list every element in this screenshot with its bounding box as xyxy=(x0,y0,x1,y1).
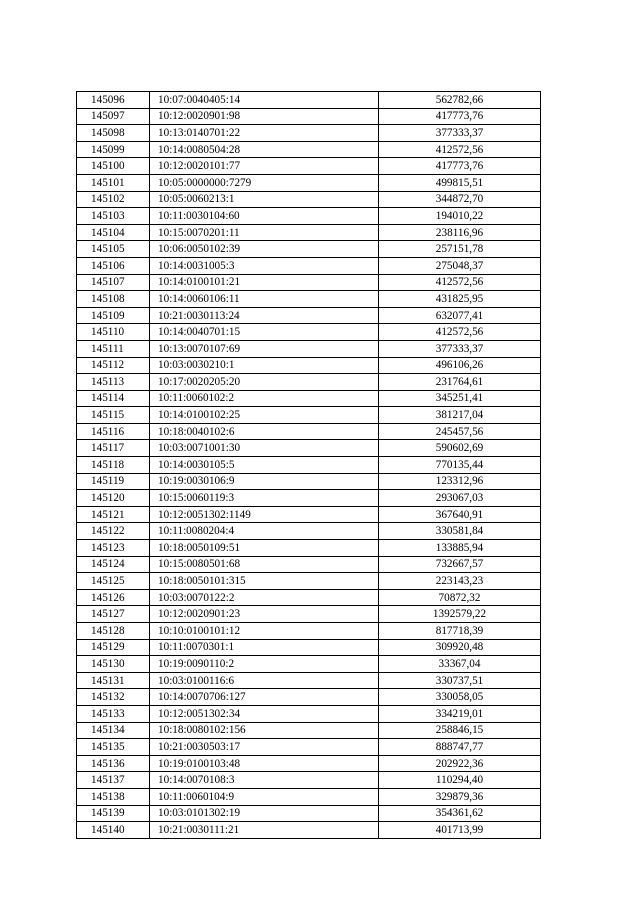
value-cell: 345251,41 xyxy=(379,390,541,407)
cadastral-number-cell: 10:07:0040405:14 xyxy=(150,92,379,109)
cadastral-number-cell: 10:14:0070706:127 xyxy=(150,689,379,706)
cadastral-value-table xyxy=(76,91,541,839)
cadastral-number-cell: 10:05:0000000:7279 xyxy=(150,174,379,191)
cadastral-number-cell: 10:14:0060106:11 xyxy=(150,291,379,308)
cadastral-number-cell: 10:03:0101302:19 xyxy=(150,805,379,822)
table-row xyxy=(77,739,541,756)
row-number-cell: 145128 xyxy=(77,623,150,640)
row-number-cell: 145126 xyxy=(77,589,150,606)
cadastral-number-cell: 10:19:0030106:9 xyxy=(150,473,379,490)
cadastral-number-cell: 10:11:0060102:2 xyxy=(150,390,379,407)
row-number-cell: 145109 xyxy=(77,307,150,324)
row-number-cell: 145124 xyxy=(77,556,150,573)
table-row xyxy=(77,822,541,839)
cadastral-number-cell: 10:18:0080102:156 xyxy=(150,722,379,739)
value-cell: 377333,37 xyxy=(379,340,541,357)
row-number-cell: 145127 xyxy=(77,606,150,623)
row-number-cell: 145116 xyxy=(77,423,150,440)
cadastral-number-cell: 10:11:0060104:9 xyxy=(150,788,379,805)
value-cell: 70872,32 xyxy=(379,589,541,606)
cadastral-number-cell: 10:12:0020901:98 xyxy=(150,108,379,125)
cadastral-number-cell: 10:13:0140701:22 xyxy=(150,125,379,142)
table-body xyxy=(77,92,541,839)
table-row xyxy=(77,457,541,474)
cadastral-number-cell: 10:19:0090110:2 xyxy=(150,656,379,673)
cadastral-number-cell: 10:21:0030503:17 xyxy=(150,739,379,756)
value-cell: 496106,26 xyxy=(379,357,541,374)
value-cell: 309920,48 xyxy=(379,639,541,656)
table-row xyxy=(77,788,541,805)
row-number-cell: 145123 xyxy=(77,540,150,557)
row-number-cell: 145118 xyxy=(77,457,150,474)
table-row xyxy=(77,324,541,341)
cadastral-number-cell: 10:12:0051302:1149 xyxy=(150,506,379,523)
row-number-cell: 145119 xyxy=(77,473,150,490)
row-number-cell: 145107 xyxy=(77,274,150,291)
table-row xyxy=(77,92,541,109)
value-cell: 499815,51 xyxy=(379,174,541,191)
table-row xyxy=(77,506,541,523)
table-row xyxy=(77,208,541,225)
value-cell: 202922,36 xyxy=(379,755,541,772)
value-cell: 431825,95 xyxy=(379,291,541,308)
cadastral-number-cell: 10:11:0030104:60 xyxy=(150,208,379,225)
table-row xyxy=(77,340,541,357)
table-row xyxy=(77,705,541,722)
row-number-cell: 145120 xyxy=(77,490,150,507)
cadastral-number-cell: 10:14:0070108:3 xyxy=(150,772,379,789)
cadastral-number-cell: 10:15:0070201:11 xyxy=(150,224,379,241)
table-row xyxy=(77,274,541,291)
value-cell: 329879,36 xyxy=(379,788,541,805)
value-cell: 330737,51 xyxy=(379,672,541,689)
value-cell: 1392579,22 xyxy=(379,606,541,623)
table-row xyxy=(77,291,541,308)
value-cell: 245457,56 xyxy=(379,423,541,440)
table-row xyxy=(77,573,541,590)
cadastral-number-cell: 10:18:0050101:315 xyxy=(150,573,379,590)
value-cell: 367640,91 xyxy=(379,506,541,523)
row-number-cell: 145103 xyxy=(77,208,150,225)
value-cell: 258846,15 xyxy=(379,722,541,739)
row-number-cell: 145135 xyxy=(77,739,150,756)
table-row xyxy=(77,158,541,175)
row-number-cell: 145101 xyxy=(77,174,150,191)
row-number-cell: 145104 xyxy=(77,224,150,241)
row-number-cell: 145130 xyxy=(77,656,150,673)
value-cell: 632077,41 xyxy=(379,307,541,324)
row-number-cell: 145099 xyxy=(77,141,150,158)
value-cell: 417773,76 xyxy=(379,158,541,175)
value-cell: 110294,40 xyxy=(379,772,541,789)
value-cell: 223143,23 xyxy=(379,573,541,590)
row-number-cell: 145102 xyxy=(77,191,150,208)
cadastral-number-cell: 10:14:0100101:21 xyxy=(150,274,379,291)
value-cell: 257151,78 xyxy=(379,241,541,258)
cadastral-number-cell: 10:11:0070301:1 xyxy=(150,639,379,656)
value-cell: 238116,96 xyxy=(379,224,541,241)
cadastral-number-cell: 10:12:0051302:34 xyxy=(150,705,379,722)
row-number-cell: 145134 xyxy=(77,722,150,739)
row-number-cell: 145113 xyxy=(77,374,150,391)
value-cell: 888747,77 xyxy=(379,739,541,756)
cadastral-number-cell: 10:19:0100103:48 xyxy=(150,755,379,772)
value-cell: 275048,37 xyxy=(379,257,541,274)
value-cell: 231764,61 xyxy=(379,374,541,391)
value-cell: 562782,66 xyxy=(379,92,541,109)
row-number-cell: 145115 xyxy=(77,407,150,424)
cadastral-number-cell: 10:10:0100101:12 xyxy=(150,623,379,640)
value-cell: 344872,70 xyxy=(379,191,541,208)
row-number-cell: 145114 xyxy=(77,390,150,407)
table-row xyxy=(77,523,541,540)
cadastral-number-cell: 10:17:0020205:20 xyxy=(150,374,379,391)
table-row xyxy=(77,689,541,706)
row-number-cell: 145140 xyxy=(77,822,150,839)
cadastral-number-cell: 10:14:0031005:3 xyxy=(150,257,379,274)
cadastral-number-cell: 10:03:0070122:2 xyxy=(150,589,379,606)
table-row xyxy=(77,755,541,772)
row-number-cell: 145129 xyxy=(77,639,150,656)
row-number-cell: 145133 xyxy=(77,705,150,722)
table-row xyxy=(77,639,541,656)
cadastral-number-cell: 10:15:0080501:68 xyxy=(150,556,379,573)
cadastral-number-cell: 10:21:0030113:24 xyxy=(150,307,379,324)
table-row xyxy=(77,473,541,490)
cadastral-number-cell: 10:14:0040701:15 xyxy=(150,324,379,341)
table-row xyxy=(77,540,541,557)
table-row xyxy=(77,307,541,324)
value-cell: 334219,01 xyxy=(379,705,541,722)
row-number-cell: 145111 xyxy=(77,340,150,357)
row-number-cell: 145098 xyxy=(77,125,150,142)
table-row xyxy=(77,125,541,142)
row-number-cell: 145137 xyxy=(77,772,150,789)
value-cell: 770135,44 xyxy=(379,457,541,474)
row-number-cell: 145125 xyxy=(77,573,150,590)
row-number-cell: 145117 xyxy=(77,440,150,457)
cadastral-number-cell: 10:14:0100102:25 xyxy=(150,407,379,424)
table-row xyxy=(77,440,541,457)
value-cell: 377333,37 xyxy=(379,125,541,142)
table-row xyxy=(77,672,541,689)
table-row xyxy=(77,423,541,440)
value-cell: 401713,99 xyxy=(379,822,541,839)
table-row xyxy=(77,556,541,573)
cadastral-number-cell: 10:05:0060213:1 xyxy=(150,191,379,208)
cadastral-number-cell: 10:14:0030105:5 xyxy=(150,457,379,474)
row-number-cell: 145121 xyxy=(77,506,150,523)
cadastral-number-cell: 10:03:0100116:6 xyxy=(150,672,379,689)
value-cell: 293067,03 xyxy=(379,490,541,507)
table-row xyxy=(77,589,541,606)
row-number-cell: 145136 xyxy=(77,755,150,772)
cadastral-number-cell: 10:12:0020101:77 xyxy=(150,158,379,175)
value-cell: 330058,05 xyxy=(379,689,541,706)
table-row xyxy=(77,656,541,673)
cadastral-number-cell: 10:03:0071001:30 xyxy=(150,440,379,457)
table-row xyxy=(77,606,541,623)
row-number-cell: 145096 xyxy=(77,92,150,109)
table-row xyxy=(77,390,541,407)
value-cell: 412572,56 xyxy=(379,141,541,158)
cadastral-number-cell: 10:18:0050109:51 xyxy=(150,540,379,557)
table-row xyxy=(77,241,541,258)
cadastral-number-cell: 10:15:0060119:3 xyxy=(150,490,379,507)
table-row xyxy=(77,141,541,158)
value-cell: 133885,94 xyxy=(379,540,541,557)
table-row xyxy=(77,174,541,191)
row-number-cell: 145097 xyxy=(77,108,150,125)
cadastral-number-cell: 10:03:0030210:1 xyxy=(150,357,379,374)
cadastral-number-cell: 10:14:0080504:28 xyxy=(150,141,379,158)
table-row xyxy=(77,490,541,507)
table-row xyxy=(77,257,541,274)
cadastral-number-cell: 10:06:0050102:39 xyxy=(150,241,379,258)
value-cell: 33367,04 xyxy=(379,656,541,673)
row-number-cell: 145122 xyxy=(77,523,150,540)
row-number-cell: 145100 xyxy=(77,158,150,175)
value-cell: 412572,56 xyxy=(379,274,541,291)
value-cell: 194010,22 xyxy=(379,208,541,225)
table-row xyxy=(77,191,541,208)
cadastral-number-cell: 10:18:0040102:6 xyxy=(150,423,379,440)
table-row xyxy=(77,805,541,822)
table-row xyxy=(77,623,541,640)
cadastral-number-cell: 10:13:0070107:69 xyxy=(150,340,379,357)
table-row xyxy=(77,722,541,739)
cadastral-number-cell: 10:21:0030111:21 xyxy=(150,822,379,839)
cadastral-number-cell: 10:12:0020901:23 xyxy=(150,606,379,623)
cadastral-number-cell: 10:11:0080204:4 xyxy=(150,523,379,540)
value-cell: 330581,84 xyxy=(379,523,541,540)
table-row xyxy=(77,374,541,391)
row-number-cell: 145139 xyxy=(77,805,150,822)
value-cell: 817718,39 xyxy=(379,623,541,640)
value-cell: 381217,04 xyxy=(379,407,541,424)
table-row xyxy=(77,357,541,374)
value-cell: 354361,62 xyxy=(379,805,541,822)
table-row xyxy=(77,772,541,789)
row-number-cell: 145106 xyxy=(77,257,150,274)
row-number-cell: 145108 xyxy=(77,291,150,308)
row-number-cell: 145131 xyxy=(77,672,150,689)
value-cell: 417773,76 xyxy=(379,108,541,125)
value-cell: 590602,69 xyxy=(379,440,541,457)
table-row xyxy=(77,407,541,424)
row-number-cell: 145132 xyxy=(77,689,150,706)
table-row xyxy=(77,224,541,241)
value-cell: 732667,57 xyxy=(379,556,541,573)
row-number-cell: 145112 xyxy=(77,357,150,374)
row-number-cell: 145105 xyxy=(77,241,150,258)
row-number-cell: 145138 xyxy=(77,788,150,805)
table-row xyxy=(77,108,541,125)
row-number-cell: 145110 xyxy=(77,324,150,341)
value-cell: 412572,56 xyxy=(379,324,541,341)
value-cell: 123312,96 xyxy=(379,473,541,490)
